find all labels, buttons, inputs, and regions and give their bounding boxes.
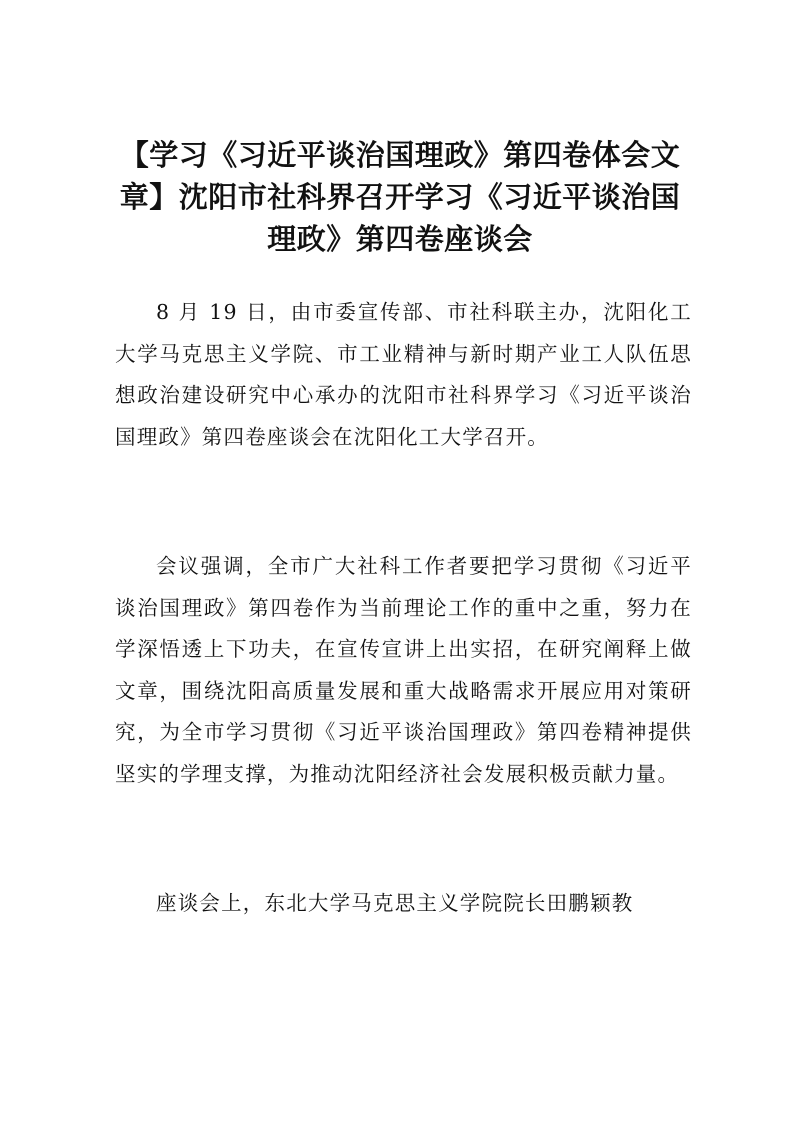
body-paragraph-2: 会议强调，全市广大社科工作者要把学习贯彻《习近平谈治国理政》第四卷作为当前理论工作的重中之重，努力在学深悟透上下功夫，在宣传宣讲上出实招，在研究阐释上做文章，围绕沈阳高质量发展和重大战略需求开展应用对策研究，为全市学习贯彻《习近平谈治国理政》第四卷精神提供坚实的学理支撑，为推动沈阳经济社会发展积极贡献力量。: [115, 554, 692, 786]
body-paragraph-3: 座谈会上，东北大学马克思主义学院院长田鹏颖教: [156, 891, 634, 915]
body-paragraph-1: 8 月 19 日，由市委宣传部、市社科联主办，沈阳化工大学马克思主义学院、市工业精神与新时期产业工人队伍思想政治建设研究中心承办的沈阳市社科界学习《习近平谈治国理政》第四卷座谈会在沈阳化工大学召开。: [115, 300, 692, 449]
document-title: 【学习《习近平谈治国理政》第四卷体会文章】沈阳市社科界召开学习《习近平谈治国理政》第四卷座谈会: [119, 138, 681, 256]
